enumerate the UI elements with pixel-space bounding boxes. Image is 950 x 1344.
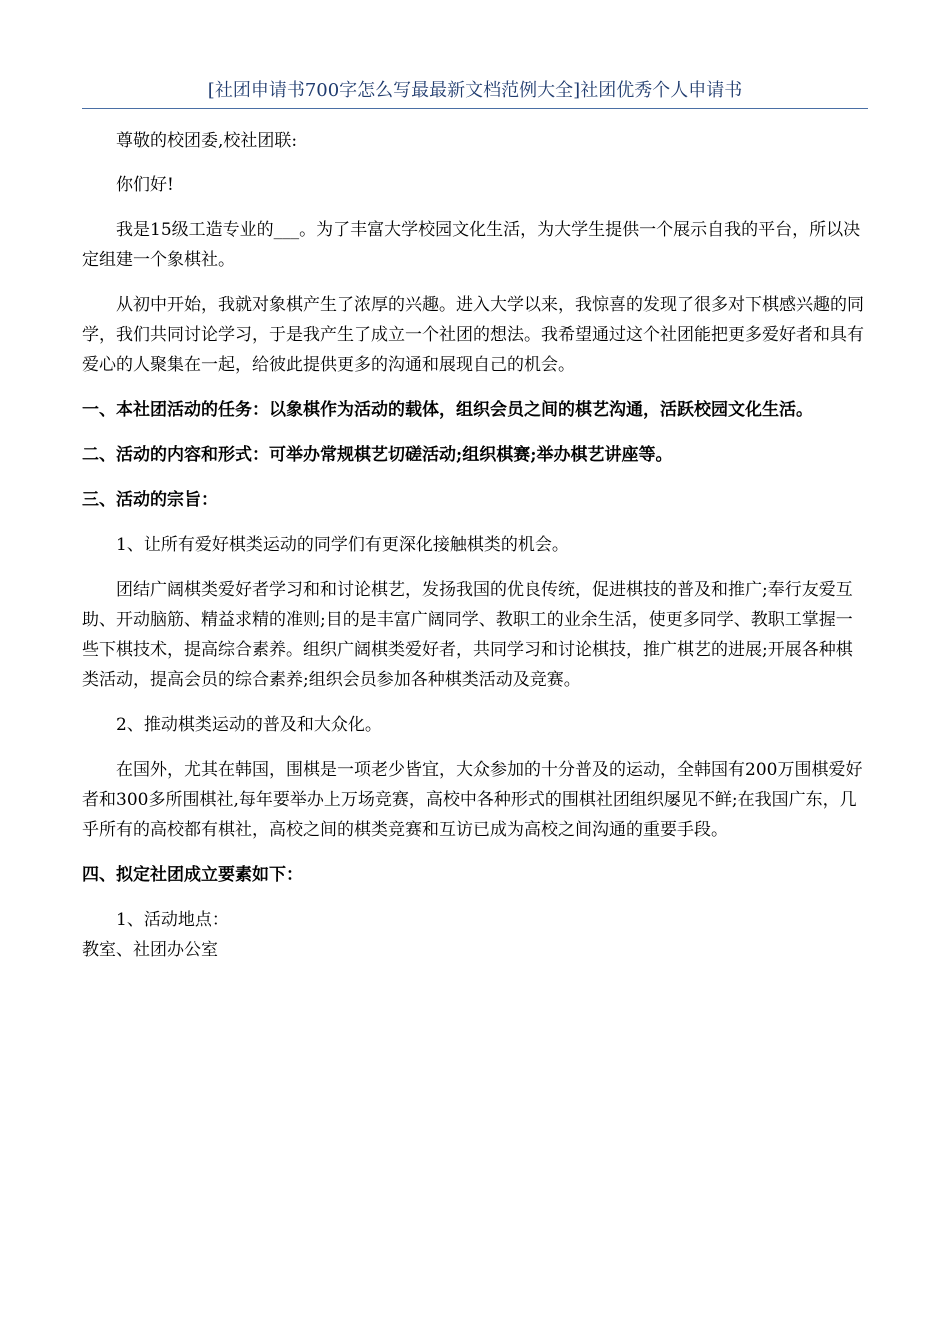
salutation: 尊敬的校团委,校社团联: bbox=[116, 131, 298, 151]
intro-paragraph: 我是15级工造专业的___。为了丰富大学校园文化生活，为大学生提供一个展示自我的平台，所以决定组建一个象棋社。 bbox=[82, 220, 861, 270]
section-heading-elements: 四、拟定社团成立要素如下： bbox=[82, 865, 303, 885]
document-header-title: [社团申请书700字怎么写最最新文档范例大全]社团优秀个人申请书 bbox=[207, 80, 743, 101]
section-heading-content: 二、活动的内容和形式：可举办常规棋艺切磋活动;组织棋赛;举办棋艺讲座等。 bbox=[82, 445, 673, 465]
motivation-paragraph: 从初中开始，我就对象棋产生了浓厚的兴趣。进入大学以来，我惊喜的发现了很多对下棋感兴趣的同学，我们共同讨论学习，于是我产生了成立一个社团的想法。我希望通过这个社团能把更多爱好者和具有爱心的人聚集在一起，给彼此提供更多的沟通和展现自己的机会。 bbox=[82, 295, 864, 375]
aim-item-2-body: 在国外，尤其在韩国，围棋是一项老少皆宜，大众参加的十分普及的运动，全韩国有200万围棋爱好者和300多所围棋社,每年要举办上万场竞赛，高校中各种形式的围棋社团组织屡见不鲜;在我国广东，几乎所有的高校都有棋社，高校之间的棋类竞赛和互访已成为高校之间沟通的重要手段。 bbox=[82, 760, 863, 840]
section-heading-task: 一、本社团活动的任务：以象棋作为活动的载体，组织会员之间的棋艺沟通，活跃校园文化生活。 bbox=[82, 400, 813, 420]
aim-item-1-body: 团结广阔棋类爱好者学习和和讨论棋艺，发扬我国的优良传统，促进棋技的普及和推广;奉行友爱互助、开动脑筋、精益求精的准则;目的是丰富广阔同学、教职工的业余生活，使更多同学、教职工掌握一些下棋技术，提高综合素养。组织广阔棋类爱好者，共同学习和讨论棋技，推广棋艺的进展;开展各种棋类活动，提高会员的综合素养;组织会员参加各种棋类活动及竞赛。 bbox=[82, 580, 853, 690]
aim-item-1: 1、让所有爱好棋类运动的同学们有更深化接触棋类的机会。 bbox=[116, 535, 569, 555]
header-divider bbox=[82, 108, 868, 109]
greeting: 你们好! bbox=[116, 175, 174, 195]
element-item-1: 1、活动地点： bbox=[116, 910, 229, 930]
element-item-1-value: 教室、社团办公室 bbox=[82, 940, 218, 960]
section-heading-aims: 三、活动的宗旨： bbox=[82, 490, 218, 510]
document-body bbox=[82, 126, 868, 965]
aim-item-2: 2、推动棋类运动的普及和大众化。 bbox=[116, 715, 382, 735]
